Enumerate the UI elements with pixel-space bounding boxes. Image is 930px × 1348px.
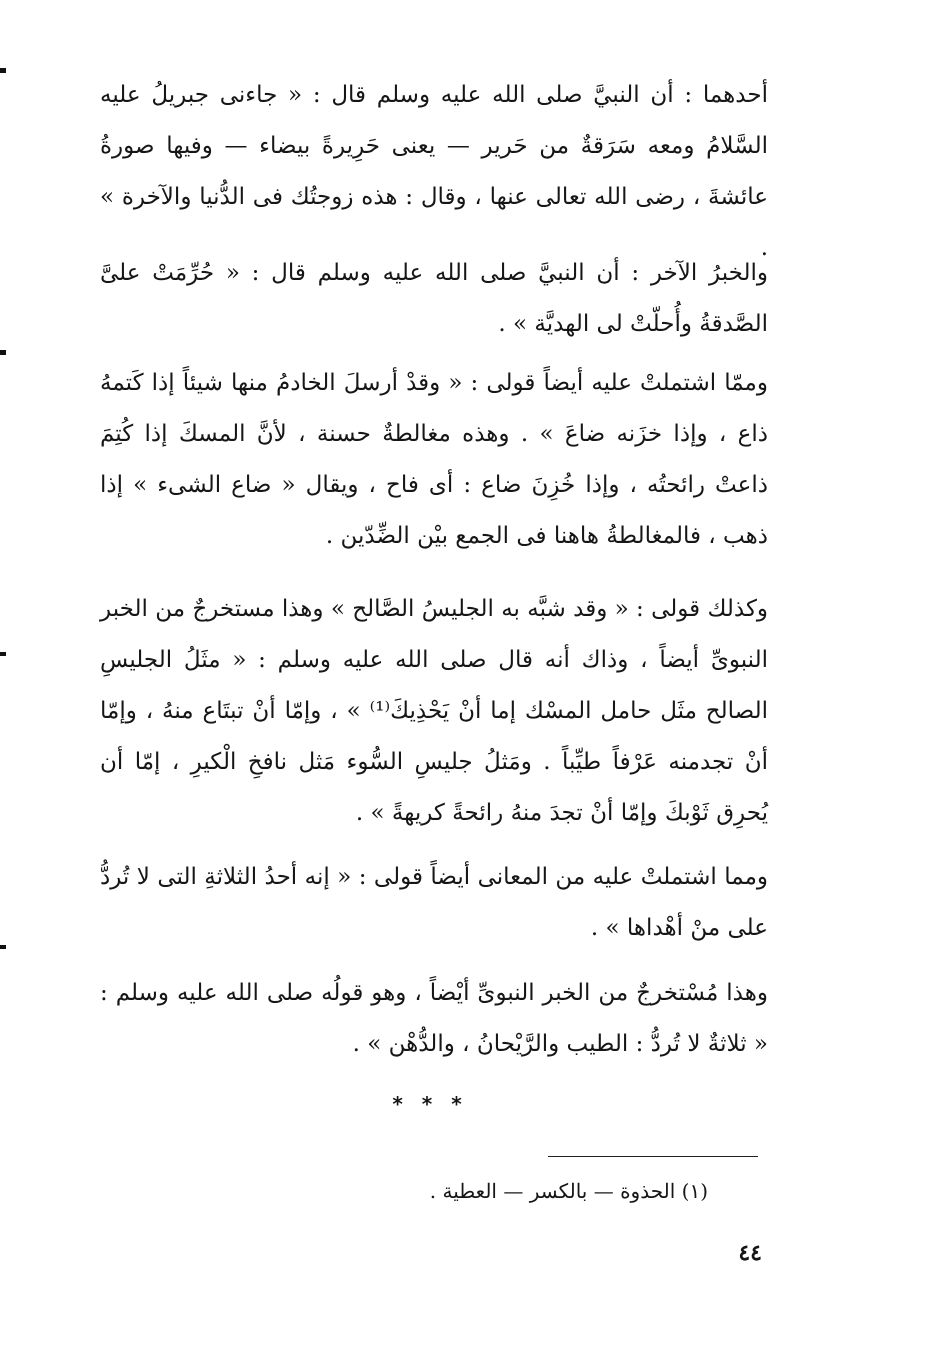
scan-edge-mark	[0, 68, 6, 73]
paragraph: والخبرُ الآخر : أن النبيَّ صلى الله عليه وسلم قال : « حُرِّمَتْ علىَّ الصَّدقةُ وأُحلّتْ لى الهديَّة » .	[100, 260, 768, 337]
paragraph: أحدهما : أن النبيَّ صلى الله عليه وسلم قال : « جاءنى جبريلُ عليه السَّلامُ ومعه سَرَقةٌ من حَرير — يعنى حَرِيرةً بيضاء — وفيها صورةُ عائشةَ ، رضى الله تعالى عنها ، وقال : هذه زوجتُك فى الدُّنيا والآخرة » .	[100, 82, 768, 261]
scan-edge-mark	[0, 945, 6, 949]
page-number: ٤٤	[738, 1240, 762, 1266]
scan-edge-mark	[0, 350, 6, 355]
footnote: (١) الحذوة — بالكسر — العطية .	[429, 1179, 708, 1203]
paragraph: وكذلك قولى : « وقد شبَّه به الجليسُ الصَّالح » وهذا مستخرجٌ من الخبر النبوىِّ أيضاً ، وذاك أنه قال صلى الله عليه وسلم : « مثَلُ الجليسِ الصالح مثَل حامل المسْك إما أنْ يَحْذِيكَ⁽¹⁾ » ، وإمّا أنْ تبتَاع منهُ ، وإمّا أنْ تجدمنه عَرْفاً طيِّباً . ومَثلُ جليسِ السُّوء مَثل نافخِ الْكيرِ ، إمّا أن يُحرِق ثَوْبكَ وإمّا أنْ تجدَ منهُ رائحةً كريهةً » .	[100, 596, 768, 826]
footnote-rule	[548, 1156, 758, 1157]
scan-edge-mark	[0, 652, 6, 656]
paragraph: وهذا مُسْتخرجٌ من الخبر النبوىِّ أيْضاً ، وهو قولُه صلى الله عليه وسلم : « ثلاثةٌ لا تُردُّ : الطيب والرَّيْحانُ ، والدُّهْن » .	[100, 980, 768, 1057]
paragraph: ومما اشتملتْ عليه من المعانى أيضاً قولى : « إنه أحدُ الثلاثةِ التى لا تُردُّ على منْ أهْداها » .	[100, 864, 768, 941]
paragraph: وممّا اشتملتْ عليه أيضاً قولى : « وقدْ أرسلَ الخادمُ منها شيئاً إذا كَتمهُ ذاع ، وإذا خزَنه ضاعَ » . وهذه مغالطةٌ حسنة ، لأنَّ المسكَ إذا كُتِمَ ذاعتْ رائحتُه ، وإذا خُزِنَ ضاع : أى فاح ، ويقال « ضاع الشىء » إذا ذهب ، فالمغالطةُ هاهنا فى الجمع بيْن الضِّدّين .	[100, 370, 768, 549]
section-separator: * * *	[392, 1092, 468, 1116]
